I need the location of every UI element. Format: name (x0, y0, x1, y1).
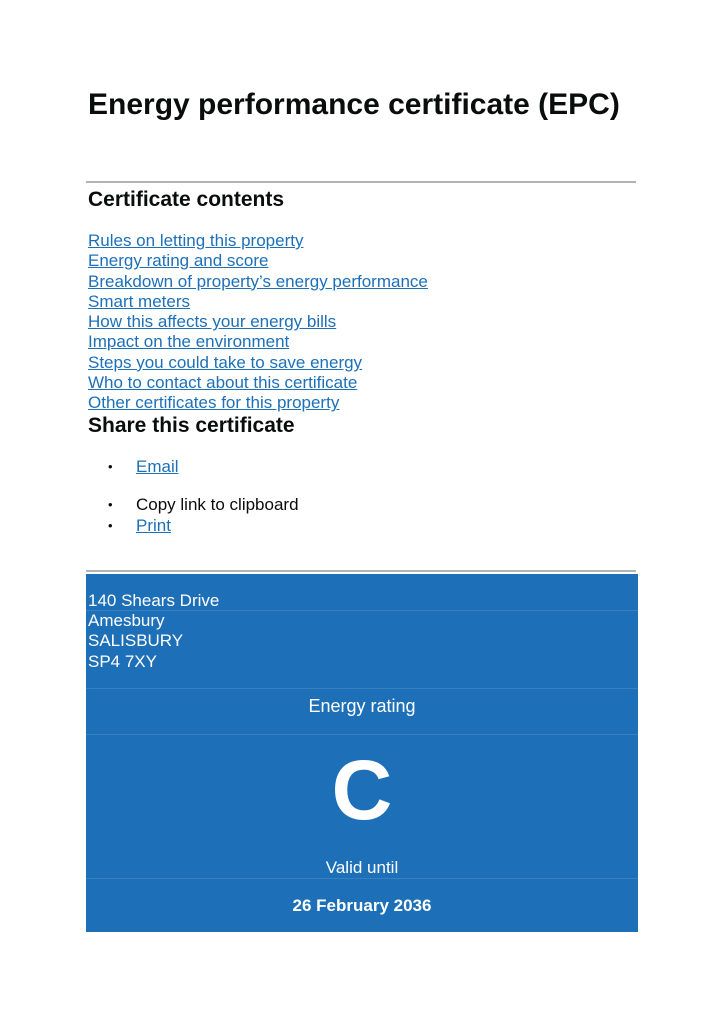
panel-divider (86, 878, 638, 879)
list-bullet: • (108, 497, 113, 512)
contents-list-item (88, 393, 428, 413)
panel-divider (86, 688, 638, 689)
panel-divider (86, 734, 638, 735)
epc-summary-panel (86, 574, 638, 932)
share-email-link[interactable]: Email (136, 457, 179, 476)
contents-list-item (88, 373, 428, 393)
panel-divider (86, 610, 638, 611)
share-certificate-heading: Share this certificate (88, 414, 295, 437)
address-town: SALISBURY (88, 631, 184, 650)
contents-list-item (88, 292, 428, 312)
address-postcode: SP4 7XY (88, 652, 157, 671)
link-who-to-contact[interactable]: Who to contact about this certificate (88, 373, 358, 393)
list-bullet: • (108, 459, 113, 474)
contents-list-item (88, 272, 428, 292)
link-smart-meters[interactable]: Smart meters (88, 291, 191, 311)
list-bullet: • (108, 518, 113, 533)
link-energy-rating-and-score[interactable]: Energy rating and score (88, 251, 269, 271)
link-energy-bills[interactable]: How this affects your energy bills (88, 312, 337, 332)
contents-list-item (88, 332, 428, 352)
certificate-contents-list (88, 231, 428, 414)
link-other-certificates[interactable]: Other certificates for this property (88, 393, 340, 413)
share-print-link[interactable]: Print (136, 516, 171, 535)
contents-list-item (88, 312, 428, 332)
valid-until-label: Valid until (325, 858, 399, 877)
address-line-1: 140 Shears Drive (88, 591, 220, 610)
contents-list-item (88, 251, 428, 271)
contents-list-item (88, 353, 428, 373)
address-line-2: Amesbury (88, 611, 165, 630)
section-divider (86, 570, 636, 572)
link-impact-on-environment[interactable]: Impact on the environment (88, 332, 290, 352)
energy-rating-letter: C (331, 743, 393, 837)
section-divider (86, 181, 636, 183)
certificate-contents-heading: Certificate contents (88, 188, 285, 211)
copy-link-button[interactable]: Copy link to clipboard (136, 495, 299, 514)
contents-list-item (88, 231, 428, 251)
link-steps-to-save-energy[interactable]: Steps you could take to save energy (88, 352, 363, 372)
valid-until-date: 26 February 2036 (292, 896, 432, 915)
link-breakdown-energy-performance[interactable]: Breakdown of property’s energy performance (88, 271, 428, 291)
link-rules-on-letting[interactable]: Rules on letting this property (88, 231, 304, 250)
energy-rating-label: Energy rating (308, 696, 416, 716)
page-title: Energy performance certificate (EPC) (88, 88, 620, 121)
